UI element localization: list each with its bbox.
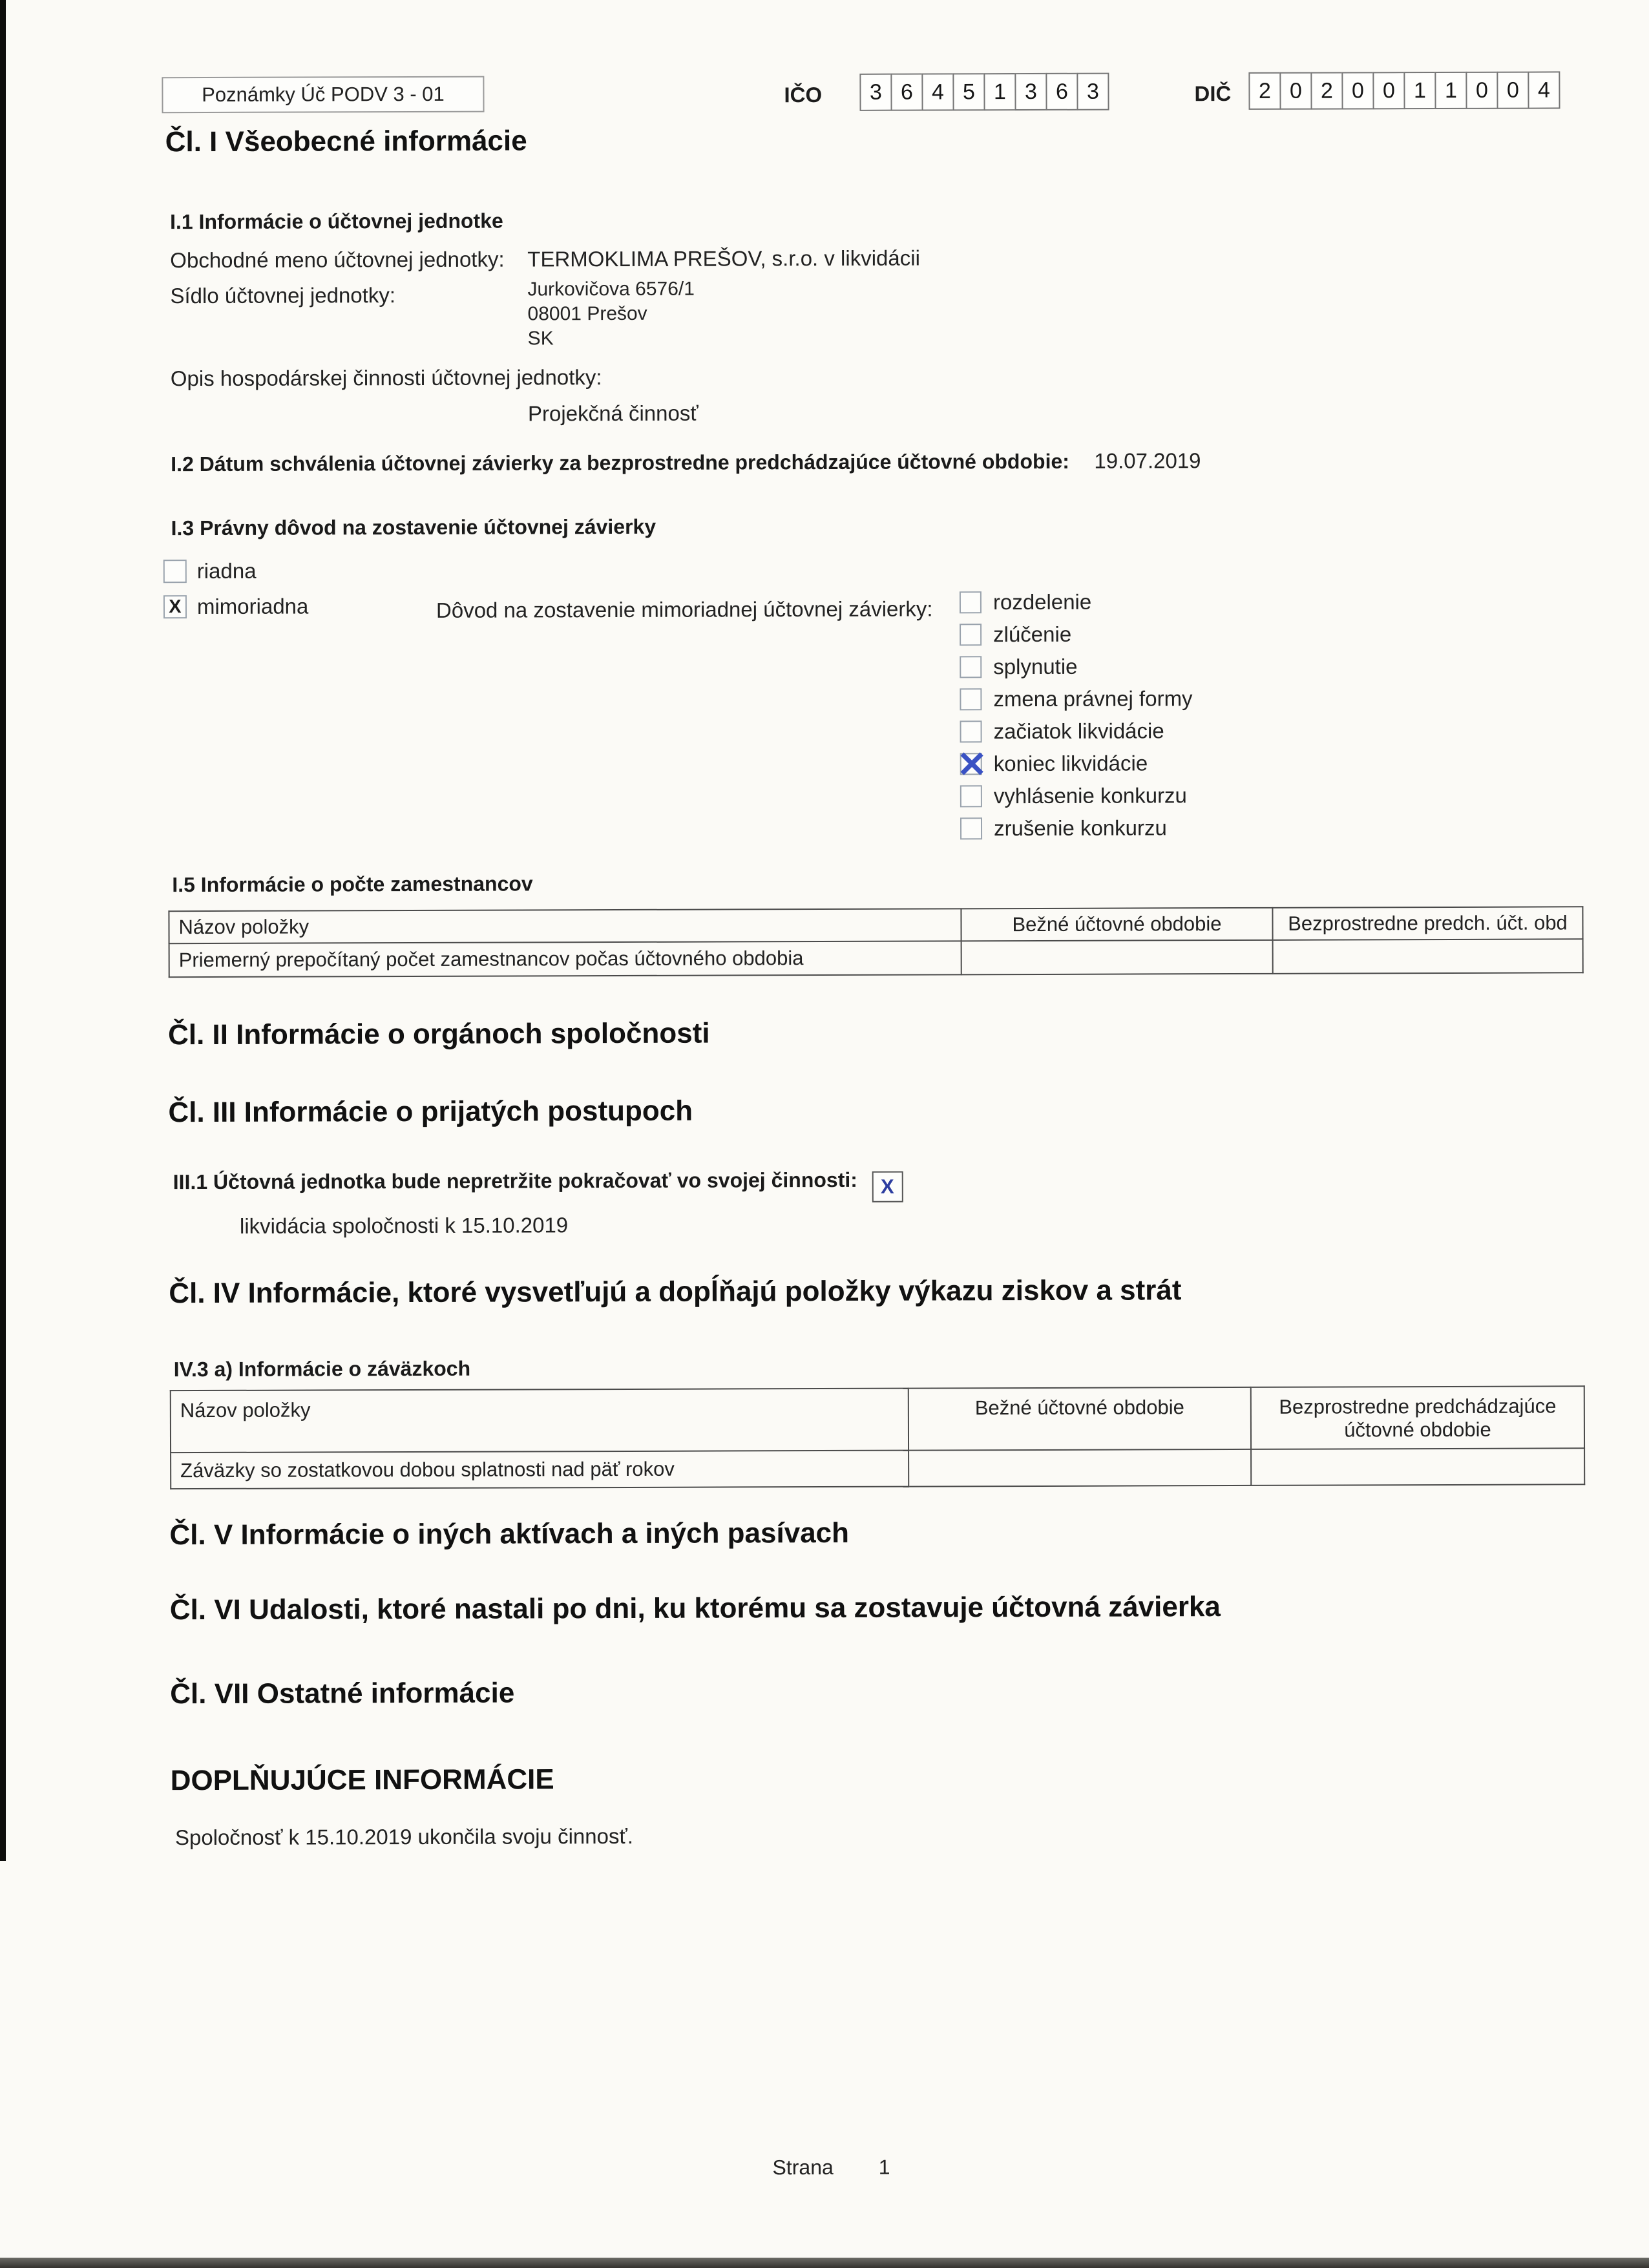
- section-title-cl5: Čl. V Informácie o iných aktívach a iných pasívach: [169, 1517, 850, 1551]
- ico-digit-cell: 3: [1014, 73, 1047, 110]
- ico-digit-cell: 4: [921, 73, 954, 110]
- dic-digit-cell: 0: [1279, 72, 1312, 110]
- form-type-label: Poznámky Úč PODV 3 - 01: [202, 82, 445, 107]
- ico-digit-cell: 3: [1077, 73, 1109, 110]
- reason-label-koniec-likvidacie: koniec likvidácie: [993, 751, 1148, 776]
- reason-label-zmena-pravnej-formy: zmena právnej formy: [993, 686, 1193, 711]
- employees-table-header-current: Bežné účtovné obdobie: [961, 908, 1272, 941]
- heading-iii1-row: [173, 1168, 903, 1205]
- seat-line-3: SK: [527, 328, 554, 350]
- section-title-cl6: Čl. VI Udalosti, ktoré nastali po dni, ku ktorému sa zostavuje účtovná závierka: [169, 1591, 1221, 1626]
- section-title-cl1: Čl. I Všeobecné informácie: [165, 125, 527, 158]
- checkbox-riadna[interactable]: [163, 560, 187, 583]
- scan-edge-artifact-left: [0, 0, 6, 1861]
- employees-table-row-current: [961, 940, 1273, 975]
- option-riadna-label: riadna: [196, 558, 257, 583]
- reason-label-rozdelenie: rozdelenie: [993, 589, 1092, 614]
- liabilities-table: [170, 1385, 1585, 1489]
- employees-table: [168, 906, 1583, 978]
- page-footer: [6, 2153, 1649, 2182]
- liabilities-table-row-previous: [1251, 1448, 1584, 1486]
- heading-iii1: III.1 Účtovná jednotka bude nepretržite pokračovať vo svojej činnosti:: [173, 1168, 857, 1194]
- reason-list: [960, 585, 1193, 845]
- reason-item: [960, 715, 1192, 748]
- dic-digit-cell: 1: [1434, 72, 1467, 109]
- additional-info-title: DOPLŇUJÚCE INFORMÁCIE: [170, 1763, 554, 1797]
- reason-label-zrusenie-konkurzu: zrušenie konkurzu: [993, 815, 1167, 841]
- checkbox-zlucenie[interactable]: [960, 624, 982, 646]
- reason-item: [960, 650, 1192, 683]
- seat-line-1: Jurkovičova 6576/1: [527, 278, 695, 300]
- checkbox-rozdelenie[interactable]: [960, 591, 982, 613]
- dic-digit-cell: 0: [1341, 72, 1374, 109]
- seat-line-2: 08001 Prešov: [527, 302, 647, 325]
- ico-digit-cell: 3: [859, 74, 892, 111]
- form-type-box: [162, 76, 484, 114]
- liabilities-table-header-previous: Bezprostredne predchádzajúce účtovné obdobie: [1251, 1386, 1584, 1449]
- option-mimoriadna-label: mimoriadna: [196, 594, 309, 619]
- checkbox-zaciatok-likvidacie[interactable]: [960, 720, 982, 742]
- dic-digit-cell: 2: [1248, 72, 1281, 110]
- reason-item: [960, 618, 1192, 651]
- ico-digit-cell: 6: [890, 74, 923, 111]
- employees-table-row-previous: [1273, 939, 1583, 974]
- reason-item: [960, 779, 1193, 812]
- employees-table-header-previous: Bezprostredne predch. účt. obd: [1272, 907, 1582, 940]
- reason-item: [960, 747, 1193, 780]
- liabilities-table-header-name: Názov položky: [171, 1389, 909, 1453]
- approval-date: 19.07.2019: [1094, 448, 1201, 473]
- reason-item: [960, 585, 1192, 618]
- section-title-cl2: Čl. II Informácie o orgánoch spoločnosti: [167, 1017, 710, 1051]
- ico-digit-boxes: [859, 73, 1109, 111]
- section-title-cl4: Čl. IV Informácie, ktoré vysvetľujú a dopĺňajú položky výkazu ziskov a strát: [169, 1274, 1182, 1310]
- activity-value: Projekčná činnosť: [527, 401, 698, 426]
- dic-label: DIČ: [1194, 81, 1232, 106]
- ico-digit-cell: 1: [983, 73, 1016, 110]
- heading-i2-row: [171, 448, 1201, 476]
- page-number: 1: [878, 2155, 890, 2179]
- liquidation-note: likvidácia spoločnosti k 15.10.2019: [239, 1213, 569, 1238]
- checkbox-koniec-likvidacie[interactable]: [960, 753, 982, 775]
- activity-label: Opis hospodárskej činnosti účtovnej jednotky:: [170, 365, 602, 391]
- checkbox-zmena-pravnej-formy[interactable]: [960, 688, 982, 710]
- reason-label-vyhlasenie-konkurzu: vyhlásenie konkurzu: [993, 783, 1187, 808]
- checkbox-mimoriadna[interactable]: [163, 595, 187, 618]
- page-footer-label: Strana: [772, 2155, 834, 2179]
- heading-i2: I.2 Dátum schválenia účtovnej závierky za bezprostredne predchádzajúce účtovné obdobie:: [171, 449, 1069, 476]
- ico-digit-cell: 6: [1045, 73, 1078, 110]
- reason-item: [960, 682, 1192, 715]
- liabilities-table-header-current: Bežné účtovné obdobie: [909, 1387, 1251, 1451]
- employees-table-row-label: Priemerný prepočítaný počet zamestnancov počas účtovného obdobia: [169, 941, 961, 977]
- reason-label-splynutie: splynutie: [993, 654, 1078, 679]
- scan-edge-artifact-bottom: [0, 2258, 1649, 2268]
- liabilities-table-row-current: [909, 1449, 1251, 1487]
- reason-label: Dôvod na zostavenie mimoriadnej účtovnej závierky:: [436, 596, 933, 622]
- checkbox-vyhlasenie-konkurzu[interactable]: [960, 785, 982, 807]
- dic-digit-cell: 1: [1403, 72, 1436, 109]
- reason-item: [960, 812, 1193, 845]
- seat-address: [527, 277, 695, 352]
- dic-digit-cell: 0: [1372, 72, 1405, 109]
- business-name-value: TERMOKLIMA PREŠOV, s.r.o. v likvidácii: [527, 246, 920, 271]
- dic-digit-cell: 0: [1497, 72, 1529, 109]
- business-name-label: Obchodné meno účtovnej jednotky:: [170, 247, 505, 273]
- option-riadna: [163, 559, 257, 583]
- ico-digit-cell: 5: [952, 73, 985, 110]
- checkbox-zrusenie-konkurzu[interactable]: [960, 817, 982, 839]
- seat-label: Sídlo účtovnej jednotky:: [170, 283, 396, 308]
- reason-label-zaciatok-likvidacie: začiatok likvidácie: [993, 719, 1164, 744]
- liabilities-table-row-label: Záväzky so zostatkovou dobou splatnosti nad päť rokov: [171, 1451, 909, 1489]
- additional-info-text: Spoločnosť k 15.10.2019 ukončila svoju činnosť.: [174, 1823, 634, 1850]
- dic-digit-cell: 0: [1465, 72, 1498, 109]
- reason-label-zlucenie: zlúčenie: [993, 622, 1072, 647]
- dic-digit-cell: 2: [1310, 72, 1343, 109]
- ico-label: IČO: [784, 83, 823, 107]
- heading-i3: I.3 Právny dôvod na zostavenie účtovnej závierky: [171, 514, 656, 540]
- heading-i5: I.5 Informácie o počte zamestnancov: [172, 872, 533, 897]
- employees-table-header-name: Názov položky: [169, 908, 961, 943]
- heading-iv3a: IV.3 a) Informácie o záväzkoch: [173, 1356, 471, 1381]
- dic-digit-cell: 4: [1528, 71, 1560, 109]
- checkbox-going-concern[interactable]: X: [872, 1171, 903, 1202]
- checkbox-splynutie[interactable]: [960, 656, 982, 678]
- option-mimoriadna: [163, 594, 309, 620]
- dic-digit-boxes: [1248, 71, 1560, 110]
- heading-i1: I.1 Informácie o účtovnej jednotke: [170, 209, 503, 234]
- section-title-cl7: Čl. VII Ostatné informácie: [170, 1677, 515, 1710]
- section-title-cl3: Čl. III Informácie o prijatých postupoch: [168, 1095, 693, 1129]
